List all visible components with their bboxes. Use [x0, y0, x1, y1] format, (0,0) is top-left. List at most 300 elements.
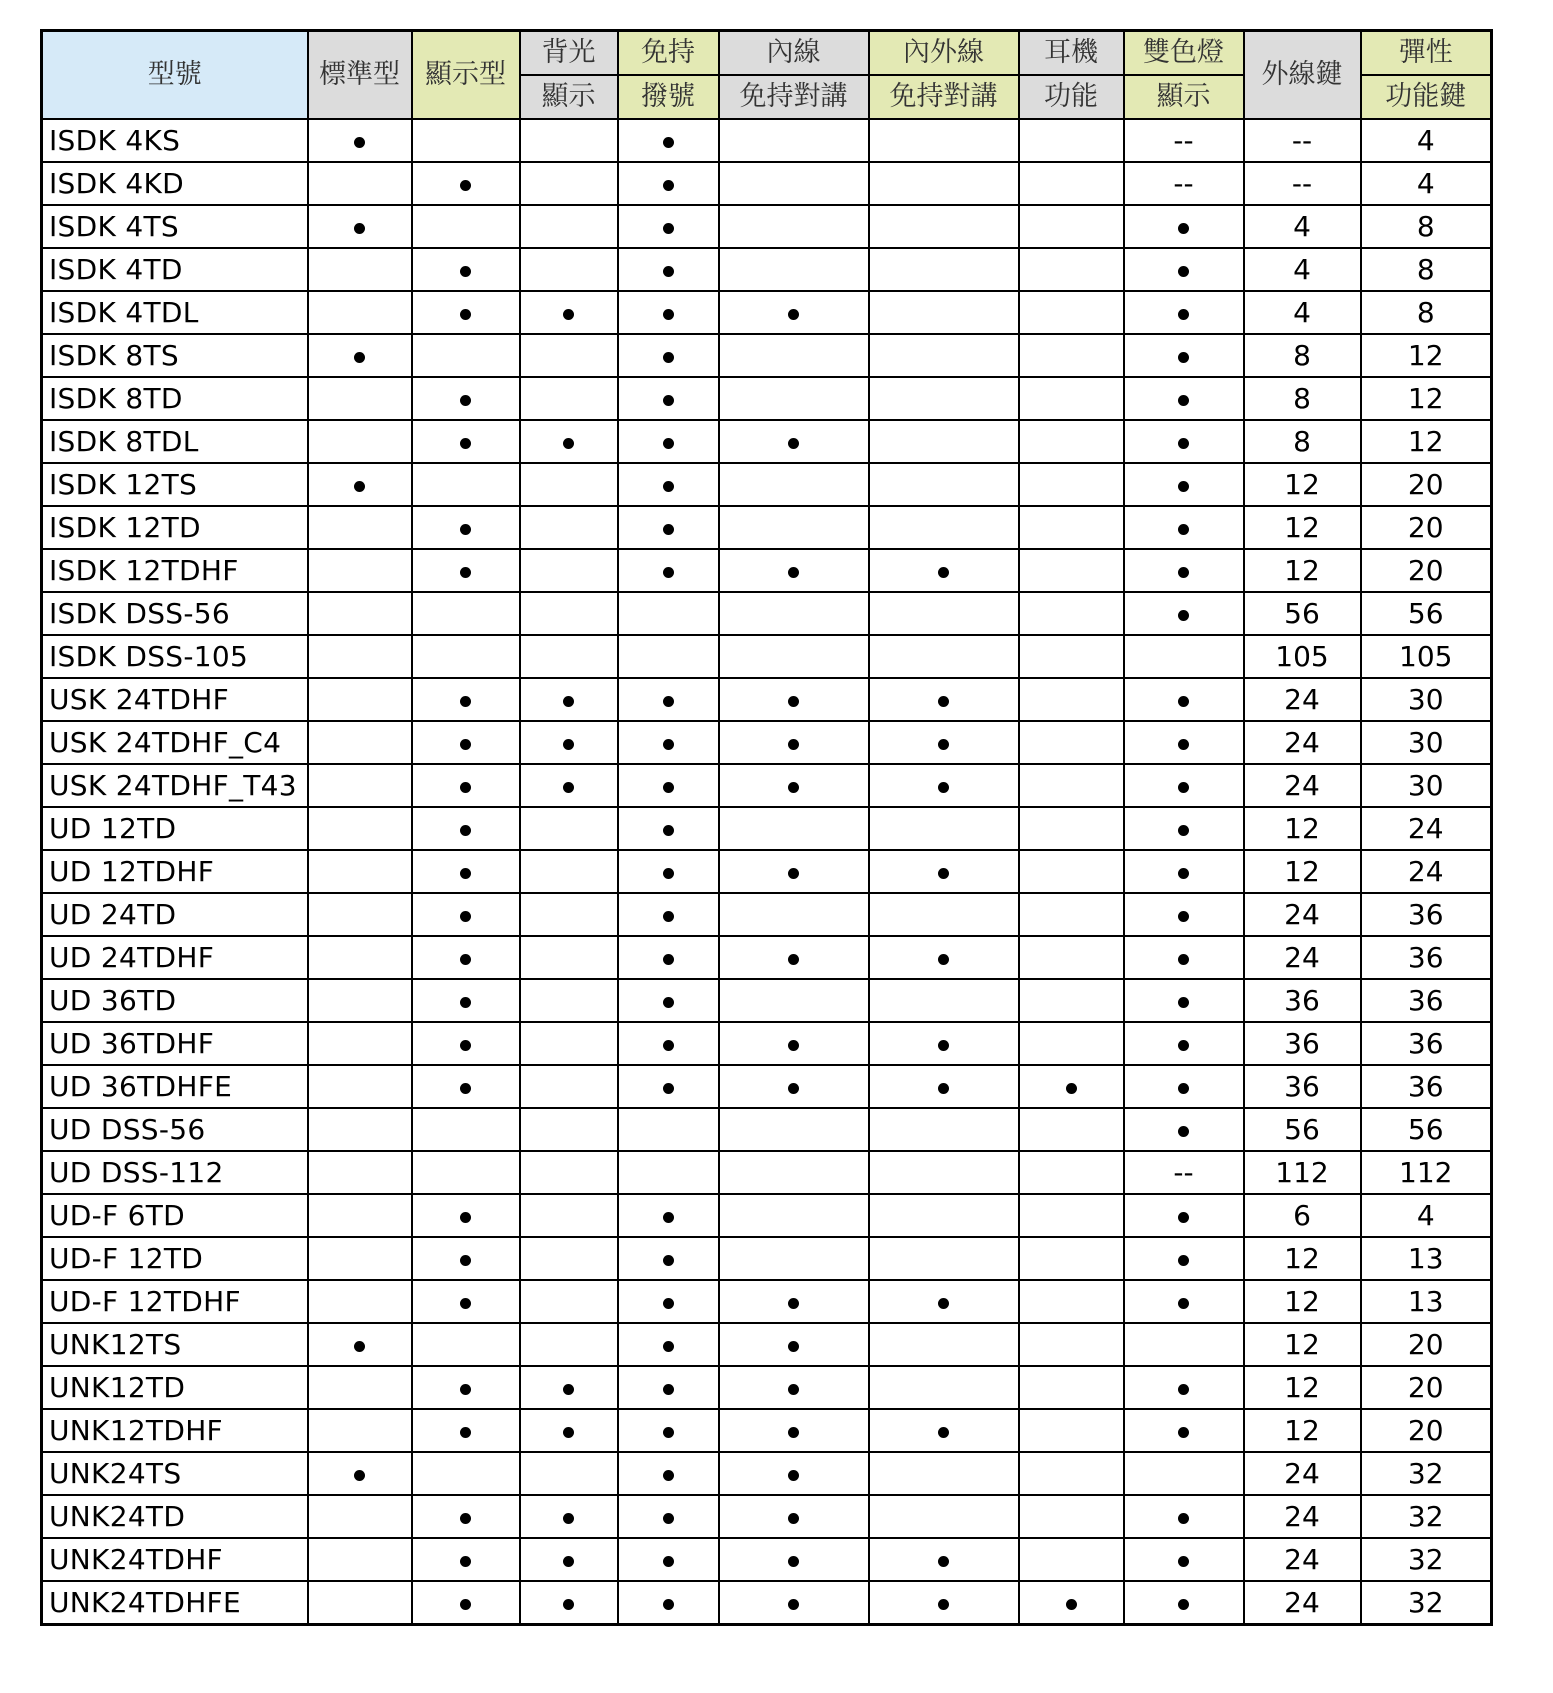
feature-dot-icon: [1178, 1083, 1189, 1094]
dual-led-cell: [1124, 1022, 1244, 1065]
flex-keys-cell: 24: [1361, 807, 1492, 850]
intercom-handsfree-cell: [719, 506, 869, 549]
model-cell: ISDK 4TS: [42, 205, 308, 248]
model-cell: UNK24TDHFE: [42, 1581, 308, 1625]
headset-cell: [1019, 205, 1124, 248]
dual-led-cell: [1124, 506, 1244, 549]
dual-led-cell: [1124, 549, 1244, 592]
model-cell: UD 36TD: [42, 979, 308, 1022]
outside-keys-cell: 36: [1244, 1065, 1361, 1108]
flex-keys-cell: 8: [1361, 248, 1492, 291]
feature-dot-icon: [1178, 696, 1189, 707]
table-body: [42, 119, 1492, 1625]
dual-led-cell: [1124, 205, 1244, 248]
flex-keys-cell: 20: [1361, 506, 1492, 549]
feature-dot-icon: [1178, 223, 1189, 234]
model-cell: ISDK 4KS: [42, 119, 308, 162]
backlight-cell: [520, 119, 618, 162]
table-row: [42, 1237, 1492, 1280]
in-out-handsfree-cell: [869, 764, 1019, 807]
feature-dot-icon: [354, 137, 365, 148]
flex-keys-cell: 105: [1361, 635, 1492, 678]
flex-keys-cell: 32: [1361, 1452, 1492, 1495]
outside-keys-cell: 12: [1244, 549, 1361, 592]
flex-keys-cell: 4: [1361, 162, 1492, 205]
handsfree-cell: [618, 506, 719, 549]
intercom-handsfree-cell: [719, 1581, 869, 1625]
feature-dot-icon: [663, 352, 674, 363]
model-cell: ISDK DSS-56: [42, 592, 308, 635]
feature-dot-icon: [938, 1599, 949, 1610]
model-cell: ISDK 8TDL: [42, 420, 308, 463]
feature-dot-icon: [663, 223, 674, 234]
dual-led-cell: [1124, 721, 1244, 764]
standard-cell: [308, 377, 412, 420]
standard-cell: [308, 549, 412, 592]
feature-dot-icon: [460, 782, 471, 793]
outside-keys-cell: 24: [1244, 1538, 1361, 1581]
feature-dot-icon: [938, 954, 949, 965]
feature-dot-icon: [663, 438, 674, 449]
in-out-handsfree-cell: [869, 1108, 1019, 1151]
model-cell: UD DSS-56: [42, 1108, 308, 1151]
intercom-handsfree-cell: [719, 1495, 869, 1538]
outside-keys-cell: 24: [1244, 936, 1361, 979]
flex-keys-cell: 30: [1361, 764, 1492, 807]
headset-cell: [1019, 1194, 1124, 1237]
table-row: [42, 979, 1492, 1022]
table-row: [42, 119, 1492, 162]
header-dual-led-bottom: 顯示: [1124, 75, 1244, 119]
feature-dot-icon: [1178, 1126, 1189, 1137]
feature-dot-icon: [788, 1513, 799, 1524]
in-out-handsfree-cell: [869, 506, 1019, 549]
in-out-handsfree-cell: [869, 334, 1019, 377]
table-row: [42, 1409, 1492, 1452]
display-cell: [412, 291, 520, 334]
backlight-cell: [520, 893, 618, 936]
handsfree-cell: [618, 1452, 719, 1495]
display-cell: [412, 1108, 520, 1151]
feature-dot-icon: [460, 395, 471, 406]
headset-cell: [1019, 1323, 1124, 1366]
handsfree-cell: [618, 807, 719, 850]
backlight-cell: [520, 1280, 618, 1323]
headset-cell: [1019, 420, 1124, 463]
table-row: [42, 205, 1492, 248]
standard-cell: [308, 1409, 412, 1452]
backlight-cell: [520, 549, 618, 592]
feature-dot-icon: [663, 911, 674, 922]
display-cell: [412, 420, 520, 463]
display-cell: [412, 850, 520, 893]
display-cell: [412, 1151, 520, 1194]
feature-dot-icon: [1066, 1083, 1077, 1094]
handsfree-cell: [618, 1151, 719, 1194]
handsfree-cell: [618, 334, 719, 377]
flex-keys-cell: 24: [1361, 850, 1492, 893]
backlight-cell: [520, 592, 618, 635]
display-cell: [412, 1280, 520, 1323]
flex-keys-cell: 32: [1361, 1538, 1492, 1581]
backlight-cell: [520, 1323, 618, 1366]
dual-led-cell: [1124, 1409, 1244, 1452]
headset-cell: [1019, 334, 1124, 377]
header-in-out-top: 內外線: [869, 31, 1019, 76]
backlight-cell: [520, 1495, 618, 1538]
headset-cell: [1019, 635, 1124, 678]
dual-led-cell: --: [1124, 1151, 1244, 1194]
display-cell: [412, 1065, 520, 1108]
feature-dot-icon: [460, 911, 471, 922]
intercom-handsfree-cell: [719, 291, 869, 334]
feature-dot-icon: [1178, 438, 1189, 449]
feature-dot-icon: [354, 481, 365, 492]
backlight-cell: [520, 1452, 618, 1495]
backlight-cell: [520, 721, 618, 764]
flex-keys-cell: 13: [1361, 1237, 1492, 1280]
headset-cell: [1019, 1065, 1124, 1108]
feature-dot-icon: [1178, 524, 1189, 535]
in-out-handsfree-cell: [869, 1409, 1019, 1452]
header-flex-keys-top: 彈性: [1361, 31, 1492, 76]
feature-dot-icon: [938, 696, 949, 707]
table-row: [42, 764, 1492, 807]
outside-keys-cell: 56: [1244, 1108, 1361, 1151]
outside-keys-cell: 24: [1244, 1581, 1361, 1625]
outside-keys-cell: 36: [1244, 1022, 1361, 1065]
headset-cell: [1019, 291, 1124, 334]
headset-cell: [1019, 119, 1124, 162]
backlight-cell: [520, 1366, 618, 1409]
headset-cell: [1019, 592, 1124, 635]
model-cell: UD-F 6TD: [42, 1194, 308, 1237]
header-backlight-top: 背光: [520, 31, 618, 76]
feature-dot-icon: [354, 1341, 365, 1352]
feature-dot-icon: [788, 567, 799, 578]
intercom-handsfree-cell: [719, 1323, 869, 1366]
dual-led-cell: [1124, 420, 1244, 463]
dual-led-cell: [1124, 1108, 1244, 1151]
feature-dot-icon: [788, 1040, 799, 1051]
dual-led-cell: [1124, 1538, 1244, 1581]
feature-dot-icon: [1178, 997, 1189, 1008]
display-cell: [412, 162, 520, 205]
feature-dot-icon: [460, 954, 471, 965]
display-cell: [412, 1495, 520, 1538]
dual-led-cell: [1124, 463, 1244, 506]
handsfree-cell: [618, 1194, 719, 1237]
handsfree-cell: [618, 162, 719, 205]
feature-dot-icon: [460, 997, 471, 1008]
headset-cell: [1019, 807, 1124, 850]
header-dual-led-top: 雙色燈: [1124, 31, 1244, 76]
feature-dot-icon: [1178, 1212, 1189, 1223]
display-cell: [412, 764, 520, 807]
standard-cell: [308, 506, 412, 549]
feature-dot-icon: [938, 1083, 949, 1094]
header-handsfree-top: 免持: [618, 31, 719, 76]
display-cell: [412, 463, 520, 506]
outside-keys-cell: 24: [1244, 764, 1361, 807]
handsfree-cell: [618, 1366, 719, 1409]
feature-dot-icon: [663, 1298, 674, 1309]
standard-cell: [308, 592, 412, 635]
table-row: [42, 1151, 1492, 1194]
dual-led-cell: [1124, 635, 1244, 678]
intercom-handsfree-cell: [719, 205, 869, 248]
header-outside-keys: 外線鍵: [1244, 31, 1361, 120]
feature-dot-icon: [938, 1427, 949, 1438]
header-headset-bottom: 功能: [1019, 75, 1124, 119]
backlight-cell: [520, 1538, 618, 1581]
table-row: [42, 807, 1492, 850]
headset-cell: [1019, 1237, 1124, 1280]
outside-keys-cell: 12: [1244, 807, 1361, 850]
standard-cell: [308, 1323, 412, 1366]
table-row: [42, 893, 1492, 936]
outside-keys-cell: 24: [1244, 678, 1361, 721]
model-cell: ISDK 4KD: [42, 162, 308, 205]
feature-dot-icon: [563, 1427, 574, 1438]
feature-dot-icon: [1178, 868, 1189, 879]
handsfree-cell: [618, 893, 719, 936]
flex-keys-cell: 32: [1361, 1581, 1492, 1625]
feature-dot-icon: [788, 1556, 799, 1567]
display-cell: [412, 1022, 520, 1065]
feature-dot-icon: [460, 825, 471, 836]
display-cell: [412, 1538, 520, 1581]
display-cell: [412, 334, 520, 377]
intercom-handsfree-cell: [719, 420, 869, 463]
feature-dot-icon: [563, 1556, 574, 1567]
feature-dot-icon: [460, 1556, 471, 1567]
backlight-cell: [520, 506, 618, 549]
in-out-handsfree-cell: [869, 721, 1019, 764]
feature-dot-icon: [1178, 266, 1189, 277]
feature-dot-icon: [1178, 782, 1189, 793]
standard-cell: [308, 1237, 412, 1280]
feature-dot-icon: [663, 1384, 674, 1395]
standard-cell: [308, 1366, 412, 1409]
feature-dot-icon: [663, 954, 674, 965]
feature-dot-icon: [663, 782, 674, 793]
standard-cell: [308, 1194, 412, 1237]
headset-cell: [1019, 1022, 1124, 1065]
feature-dot-icon: [663, 1212, 674, 1223]
backlight-cell: [520, 162, 618, 205]
model-cell: UD DSS-112: [42, 1151, 308, 1194]
flex-keys-cell: 8: [1361, 291, 1492, 334]
standard-cell: [308, 1065, 412, 1108]
flex-keys-cell: 36: [1361, 1022, 1492, 1065]
handsfree-cell: [618, 850, 719, 893]
outside-keys-cell: 12: [1244, 1409, 1361, 1452]
standard-cell: [308, 979, 412, 1022]
intercom-handsfree-cell: [719, 1538, 869, 1581]
outside-keys-cell: 105: [1244, 635, 1361, 678]
feature-dot-icon: [1178, 1384, 1189, 1395]
display-cell: [412, 807, 520, 850]
headset-cell: [1019, 1151, 1124, 1194]
feature-dot-icon: [788, 309, 799, 320]
backlight-cell: [520, 936, 618, 979]
model-cell: UNK24TS: [42, 1452, 308, 1495]
feature-dot-icon: [938, 1556, 949, 1567]
phone-spec-table: [40, 29, 1493, 1626]
display-cell: [412, 1366, 520, 1409]
table-row: [42, 850, 1492, 893]
in-out-handsfree-cell: [869, 1194, 1019, 1237]
standard-cell: [308, 764, 412, 807]
intercom-handsfree-cell: [719, 592, 869, 635]
display-cell: [412, 205, 520, 248]
table-row: [42, 1280, 1492, 1323]
outside-keys-cell: 8: [1244, 334, 1361, 377]
handsfree-cell: [618, 1495, 719, 1538]
in-out-handsfree-cell: [869, 893, 1019, 936]
display-cell: [412, 936, 520, 979]
handsfree-cell: [618, 420, 719, 463]
feature-dot-icon: [663, 696, 674, 707]
table-row: [42, 377, 1492, 420]
outside-keys-cell: 4: [1244, 248, 1361, 291]
header-handsfree-bottom: 撥號: [618, 75, 719, 119]
in-out-handsfree-cell: [869, 549, 1019, 592]
feature-dot-icon: [460, 180, 471, 191]
dual-led-cell: [1124, 334, 1244, 377]
model-cell: USK 24TDHF: [42, 678, 308, 721]
table-row: [42, 463, 1492, 506]
feature-dot-icon: [788, 1341, 799, 1352]
feature-dot-icon: [563, 1599, 574, 1610]
table-row: [42, 721, 1492, 764]
handsfree-cell: [618, 463, 719, 506]
in-out-handsfree-cell: [869, 1538, 1019, 1581]
feature-dot-icon: [1178, 1427, 1189, 1438]
dual-led-cell: [1124, 248, 1244, 291]
intercom-handsfree-cell: [719, 1237, 869, 1280]
backlight-cell: [520, 377, 618, 420]
intercom-handsfree-cell: [719, 1108, 869, 1151]
headset-cell: [1019, 936, 1124, 979]
feature-dot-icon: [663, 1341, 674, 1352]
display-cell: [412, 1237, 520, 1280]
dual-led-cell: [1124, 291, 1244, 334]
dual-led-cell: [1124, 1065, 1244, 1108]
outside-keys-cell: 12: [1244, 1237, 1361, 1280]
in-out-handsfree-cell: [869, 1280, 1019, 1323]
standard-cell: [308, 162, 412, 205]
feature-dot-icon: [1178, 352, 1189, 363]
headset-cell: [1019, 1452, 1124, 1495]
outside-keys-cell: 4: [1244, 205, 1361, 248]
display-cell: [412, 592, 520, 635]
in-out-handsfree-cell: [869, 850, 1019, 893]
intercom-handsfree-cell: [719, 893, 869, 936]
handsfree-cell: [618, 1409, 719, 1452]
feature-dot-icon: [563, 739, 574, 750]
model-cell: UD-F 12TDHF: [42, 1280, 308, 1323]
feature-dot-icon: [663, 567, 674, 578]
backlight-cell: [520, 1581, 618, 1625]
feature-dot-icon: [460, 1255, 471, 1266]
feature-dot-icon: [1178, 1298, 1189, 1309]
standard-cell: [308, 893, 412, 936]
feature-dot-icon: [563, 782, 574, 793]
feature-dot-icon: [788, 1384, 799, 1395]
handsfree-cell: [618, 549, 719, 592]
display-cell: [412, 1323, 520, 1366]
intercom-handsfree-cell: [719, 635, 869, 678]
table-row: [42, 1452, 1492, 1495]
feature-dot-icon: [1178, 911, 1189, 922]
dual-led-cell: [1124, 1581, 1244, 1625]
backlight-cell: [520, 248, 618, 291]
flex-keys-cell: 56: [1361, 1108, 1492, 1151]
backlight-cell: [520, 807, 618, 850]
table-row: [42, 1538, 1492, 1581]
intercom-handsfree-cell: [719, 1409, 869, 1452]
dual-led-cell: [1124, 1452, 1244, 1495]
handsfree-cell: [618, 936, 719, 979]
backlight-cell: [520, 764, 618, 807]
headset-cell: [1019, 549, 1124, 592]
header-display: 顯示型: [412, 31, 520, 120]
flex-keys-cell: 32: [1361, 1495, 1492, 1538]
feature-dot-icon: [460, 567, 471, 578]
feature-dot-icon: [354, 223, 365, 234]
backlight-cell: [520, 420, 618, 463]
in-out-handsfree-cell: [869, 635, 1019, 678]
backlight-cell: [520, 979, 618, 1022]
flex-keys-cell: 4: [1361, 1194, 1492, 1237]
in-out-handsfree-cell: [869, 119, 1019, 162]
dual-led-cell: [1124, 678, 1244, 721]
model-cell: ISDK 4TD: [42, 248, 308, 291]
backlight-cell: [520, 1108, 618, 1151]
feature-dot-icon: [563, 1513, 574, 1524]
table-row: [42, 549, 1492, 592]
model-cell: UNK12TS: [42, 1323, 308, 1366]
feature-dot-icon: [938, 1298, 949, 1309]
flex-keys-cell: 20: [1361, 463, 1492, 506]
flex-keys-cell: 36: [1361, 1065, 1492, 1108]
display-cell: [412, 119, 520, 162]
feature-dot-icon: [663, 180, 674, 191]
model-cell: ISDK 8TS: [42, 334, 308, 377]
handsfree-cell: [618, 1022, 719, 1065]
intercom-handsfree-cell: [719, 1022, 869, 1065]
feature-dot-icon: [788, 1470, 799, 1481]
display-cell: [412, 549, 520, 592]
feature-dot-icon: [788, 739, 799, 750]
in-out-handsfree-cell: [869, 420, 1019, 463]
feature-dot-icon: [788, 696, 799, 707]
backlight-cell: [520, 1151, 618, 1194]
feature-dot-icon: [938, 782, 949, 793]
flex-keys-cell: 30: [1361, 721, 1492, 764]
dual-led-cell: --: [1124, 162, 1244, 205]
model-cell: UD-F 12TD: [42, 1237, 308, 1280]
intercom-handsfree-cell: [719, 721, 869, 764]
in-out-handsfree-cell: [869, 162, 1019, 205]
standard-cell: [308, 1495, 412, 1538]
handsfree-cell: [618, 1108, 719, 1151]
header-headset-top: 耳機: [1019, 31, 1124, 76]
handsfree-cell: [618, 678, 719, 721]
handsfree-cell: [618, 1538, 719, 1581]
